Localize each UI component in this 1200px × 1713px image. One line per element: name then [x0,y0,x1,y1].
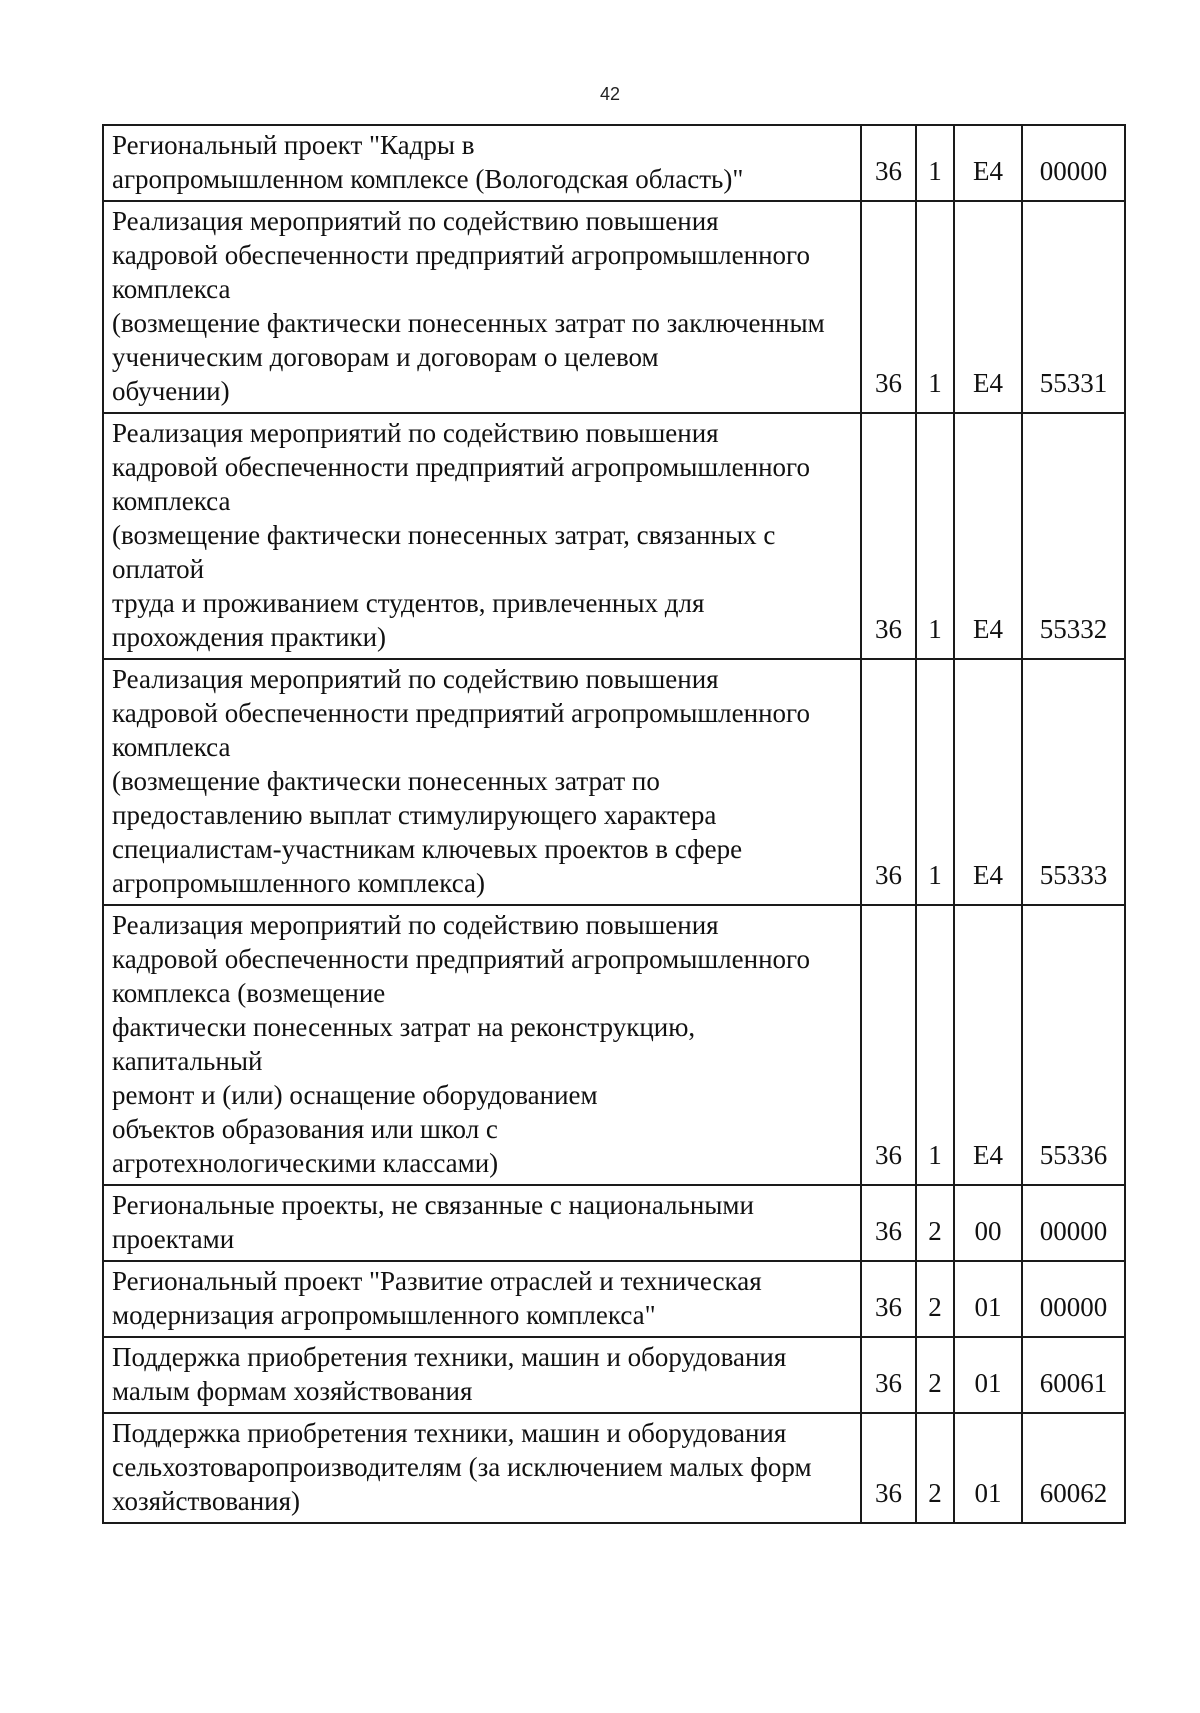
table-row [103,1413,1125,1523]
code-program: 36 [861,1413,916,1523]
description-line: комплекса [112,486,231,516]
code-expense: 00000 [1022,1261,1125,1337]
row-description [103,1261,861,1337]
description-line: (возмещение фактически понесенных затрат по [112,766,660,796]
table-row [103,413,1125,659]
table-row [103,201,1125,413]
description-line: (возмещение фактически понесенных затрат, связанных с оплатой [112,520,776,584]
description-line: фактически понесенных затрат на реконструкцию, капитальный [112,1012,696,1076]
code-subprogram: 1 [916,125,954,201]
description-line: труда и проживанием студентов, привлеченных для [112,588,705,618]
description-line: предоставлению выплат стимулирующего характера [112,800,717,830]
description-line: комплекса [112,274,231,304]
code-program: 36 [861,413,916,659]
code-direction: 01 [954,1413,1022,1523]
description-line: кадровой обеспеченности предприятий агропромышленного комплекса (возмещение [112,944,810,1008]
row-description [103,1185,861,1261]
description-line: Реализация мероприятий по содействию повышения [112,910,719,940]
description-line: Реализация мероприятий по содействию повышения [112,418,719,448]
code-subprogram: 2 [916,1261,954,1337]
code-subprogram: 2 [916,1185,954,1261]
code-subprogram: 1 [916,905,954,1185]
code-program: 36 [861,659,916,905]
table-row [103,1261,1125,1337]
description-line: агропромышленном комплексе (Вологодская область)" [112,164,744,194]
description-line: ремонт и (или) оснащение оборудованием [112,1080,598,1110]
description-line: специалистам-участникам ключевых проектов в сфере [112,834,743,864]
description-line: сельхозтоваропроизводителям (за исключением малых форм хозяйствования) [112,1452,812,1516]
row-description [103,659,861,905]
description-line: Реализация мероприятий по содействию повышения [112,206,719,236]
code-direction: 01 [954,1337,1022,1413]
code-expense: 55333 [1022,659,1125,905]
code-program: 36 [861,1261,916,1337]
table-row [103,1185,1125,1261]
code-expense: 60061 [1022,1337,1125,1413]
code-expense: 55331 [1022,201,1125,413]
description-line: проектами [112,1224,235,1254]
budget-classification-table [102,124,1126,1524]
description-line: Поддержка приобретения техники, машин и оборудования [112,1418,787,1448]
code-program: 36 [861,1185,916,1261]
code-subprogram: 2 [916,1413,954,1523]
description-line: кадровой обеспеченности предприятий агропромышленного [112,452,810,482]
code-direction: Е4 [954,125,1022,201]
code-subprogram: 1 [916,201,954,413]
row-description [103,905,861,1185]
code-direction: Е4 [954,413,1022,659]
description-line: Региональный проект "Развитие отраслей и техническая [112,1266,762,1296]
description-line: объектов образования или школ с [112,1114,498,1144]
row-description [103,1413,861,1523]
description-line: комплекса [112,732,231,762]
row-description [103,201,861,413]
code-subprogram: 1 [916,659,954,905]
description-line: агротехнологическими классами) [112,1148,499,1178]
description-line: прохождения практики) [112,622,387,652]
description-line: агропромышленного комплекса) [112,868,485,898]
code-direction: Е4 [954,659,1022,905]
code-program: 36 [861,905,916,1185]
code-direction: Е4 [954,905,1022,1185]
code-expense: 60062 [1022,1413,1125,1523]
code-program: 36 [861,125,916,201]
table-row [103,905,1125,1185]
code-direction: 01 [954,1261,1022,1337]
table-row [103,125,1125,201]
row-description [103,125,861,201]
description-line: Региональный проект "Кадры в [112,130,475,160]
code-program: 36 [861,201,916,413]
description-line: ученическим договорам и договорам о целевом [112,342,659,372]
row-description [103,413,861,659]
code-expense: 00000 [1022,125,1125,201]
description-line: кадровой обеспеченности предприятий агропромышленного [112,240,810,270]
description-line: кадровой обеспеченности предприятий агропромышленного [112,698,810,728]
row-description [103,1337,861,1413]
code-program: 36 [861,1337,916,1413]
code-subprogram: 1 [916,413,954,659]
description-line: Региональные проекты, не связанные с национальными [112,1190,754,1220]
description-line: (возмещение фактически понесенных затрат по заключенным [112,308,825,338]
description-line: малым формам хозяйствования [112,1376,473,1406]
description-line: Реализация мероприятий по содействию повышения [112,664,719,694]
page-number: 42 [599,84,621,104]
code-subprogram: 2 [916,1337,954,1413]
table-row [103,1337,1125,1413]
code-expense: 00000 [1022,1185,1125,1261]
code-expense: 55332 [1022,413,1125,659]
code-direction: 00 [954,1185,1022,1261]
description-line: Поддержка приобретения техники, машин и оборудования [112,1342,787,1372]
code-direction: Е4 [954,201,1022,413]
description-line: модернизация агропромышленного комплекса" [112,1300,656,1330]
table-row [103,659,1125,905]
description-line: обучении) [112,376,230,406]
code-expense: 55336 [1022,905,1125,1185]
